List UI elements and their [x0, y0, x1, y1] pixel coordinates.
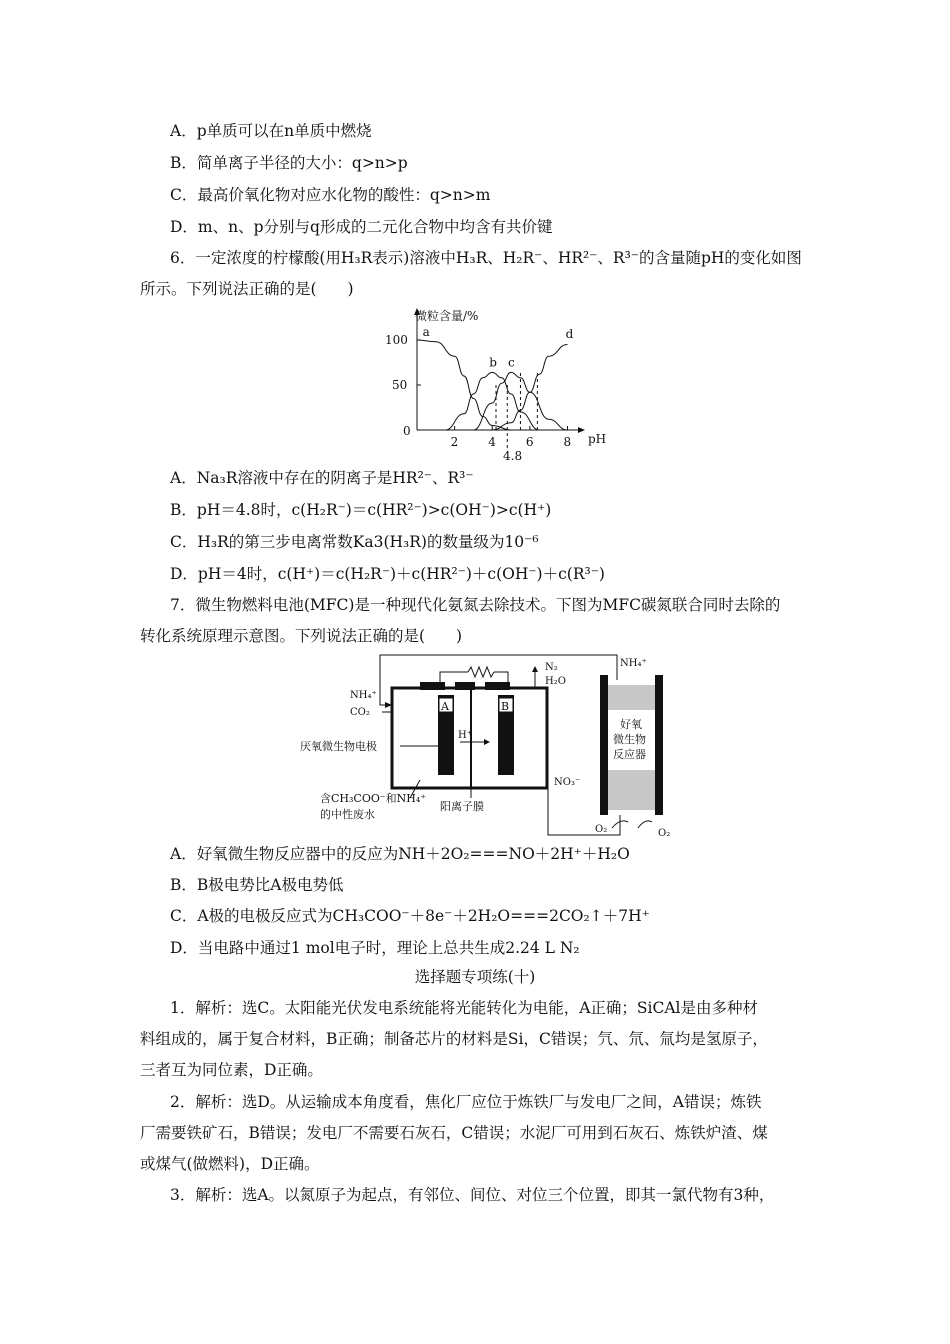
q6-option-d: D．pH＝4时，c(H⁺)＝c(H₂R⁻)＋c(HR²⁻)＋c(OH⁻)＋c(R³⁻)	[170, 565, 605, 583]
reactor-label-2: 微生物	[613, 733, 646, 746]
answer-2-line2: 厂需要铁矿石，B错误；发电厂不需要石灰石，C错误；水泥厂可用到石灰石、炼铁炉渣、煤	[140, 1124, 768, 1142]
mfc-diagram	[290, 650, 690, 845]
nh4-top-label: NH₄⁺	[620, 658, 647, 669]
h2o-label: H₂O	[545, 676, 566, 687]
origin-label: 0	[403, 424, 411, 438]
q7-stem-line2: 转化系统原理示意图。下列说法正确的是( )	[140, 627, 463, 645]
q6-stem-line2: 所示。下列说法正确的是( )	[140, 280, 354, 298]
anaerobic-label: 厌氧微生物电极	[300, 740, 377, 753]
answer-1-line2: 料组成的，属于复合材料，B正确；制备芯片的材料是Si，C错误；氕、氘、氚均是氢原子，	[140, 1030, 768, 1048]
wastewater-label-1: 含CH₃COO⁻和NH₄⁺	[320, 792, 427, 805]
nh4-left-label: NH₄⁺	[350, 690, 377, 701]
y-tick-label: 50	[392, 378, 408, 392]
q5-option-c: C．最高价氧化物对应水化物的酸性：q>n>m	[170, 186, 491, 204]
q7-option-c: C．A极的电极反应式为CH₃COO⁻＋8e⁻＋2H₂O===2CO₂↑＋7H⁺	[170, 907, 650, 925]
no3-label: NO₃⁻	[554, 777, 581, 788]
answer-2-line1: 2．解析：选D。从运输成本角度看，焦化厂应位于炼铁厂与发电厂之间，A错误；炼铁	[170, 1093, 762, 1111]
y-tick-label: 100	[385, 333, 408, 347]
answers-title: 选择题专项练(十)	[414, 968, 536, 986]
series-d-line	[492, 345, 567, 431]
q6-stem-line1: 6．一定浓度的柠檬酸(用H₃R表示)溶液中H₃R、H₂R⁻、HR²⁻、R³⁻的含量随pH的变化如图	[170, 249, 802, 267]
q7-stem-line1: 7．微生物燃料电池(MFC)是一种现代化氨氮去除技术。下图为MFC碳氮联合同时去除的	[170, 596, 781, 614]
wastewater-label-2: 的中性废水	[320, 808, 375, 821]
q5-option-a: A．p单质可以在n单质中燃烧	[170, 122, 372, 140]
answer-1-line1: 1．解析：选C。太阳能光伏发电系统能将光能转化为电能，A正确；SiCAl是由多种材	[170, 999, 759, 1017]
n2-label: N₂	[545, 662, 558, 673]
x-tick-label: 8	[563, 435, 572, 449]
y-axis-label: 微粒含量/%	[415, 309, 479, 323]
o2-right-label: O₂	[658, 828, 671, 839]
distribution-chart	[375, 300, 615, 465]
series-c-label: c	[508, 355, 515, 370]
annotation-4-8: 4.8	[503, 449, 523, 463]
answer-2-line3: 或煤气(做燃料)，D正确。	[140, 1155, 320, 1173]
q6-option-b: B．pH＝4.8时，c(H₂R⁻)＝c(HR²⁻)>c(OH⁻)>c(H⁺)	[170, 501, 552, 519]
x-tick-label: 2	[450, 435, 459, 449]
x-tick-label: 6	[525, 435, 534, 449]
o2-left-label: O₂	[595, 824, 608, 835]
electrode-b-label: B	[501, 700, 510, 713]
co2-label: CO₂	[350, 707, 370, 718]
answer-3-line1: 3．解析：选A。以氮原子为起点，有邻位、间位、对位三个位置，即其一氯代物有3种，	[170, 1186, 775, 1204]
h-plus-label: H⁺	[458, 730, 472, 741]
q7-option-b: B．B极电势比A极电势低	[170, 876, 344, 894]
x-axis-label: pH	[588, 432, 607, 446]
x-tick-label: 4	[488, 435, 496, 449]
series-a-label: a	[422, 325, 430, 339]
q5-option-b: B．简单离子半径的大小：q>n>p	[170, 154, 408, 172]
q7-option-a: A．好氧微生物反应器中的反应为NH＋2O₂===NO＋2H⁺＋H₂O	[170, 845, 630, 863]
q6-option-a: A．Na₃R溶液中存在的阴离子是HR²⁻、R³⁻	[170, 469, 474, 487]
series-d-label: d	[565, 327, 574, 341]
membrane-label: 阳离子膜	[440, 800, 484, 813]
series-b-label: b	[489, 355, 497, 370]
q6-option-c: C．H₃R的第三步电离常数Ka3(H₃R)的数量级为10⁻⁶	[170, 533, 539, 551]
series-a-line	[417, 340, 511, 430]
reactor-label-3: 反应器	[613, 748, 646, 761]
answer-1-line3: 三者互为同位素，D正确。	[140, 1061, 323, 1079]
q7-option-d: D．当电路中通过1 mol电子时，理论上总共生成2.24 L N₂	[170, 939, 580, 957]
reactor-label-1: 好氧	[620, 718, 642, 731]
resistor	[468, 667, 494, 677]
q5-option-d: D．m、n、p分别与q形成的二元化合物中均含有共价键	[170, 218, 553, 236]
electrode-a-label: A	[441, 700, 449, 713]
